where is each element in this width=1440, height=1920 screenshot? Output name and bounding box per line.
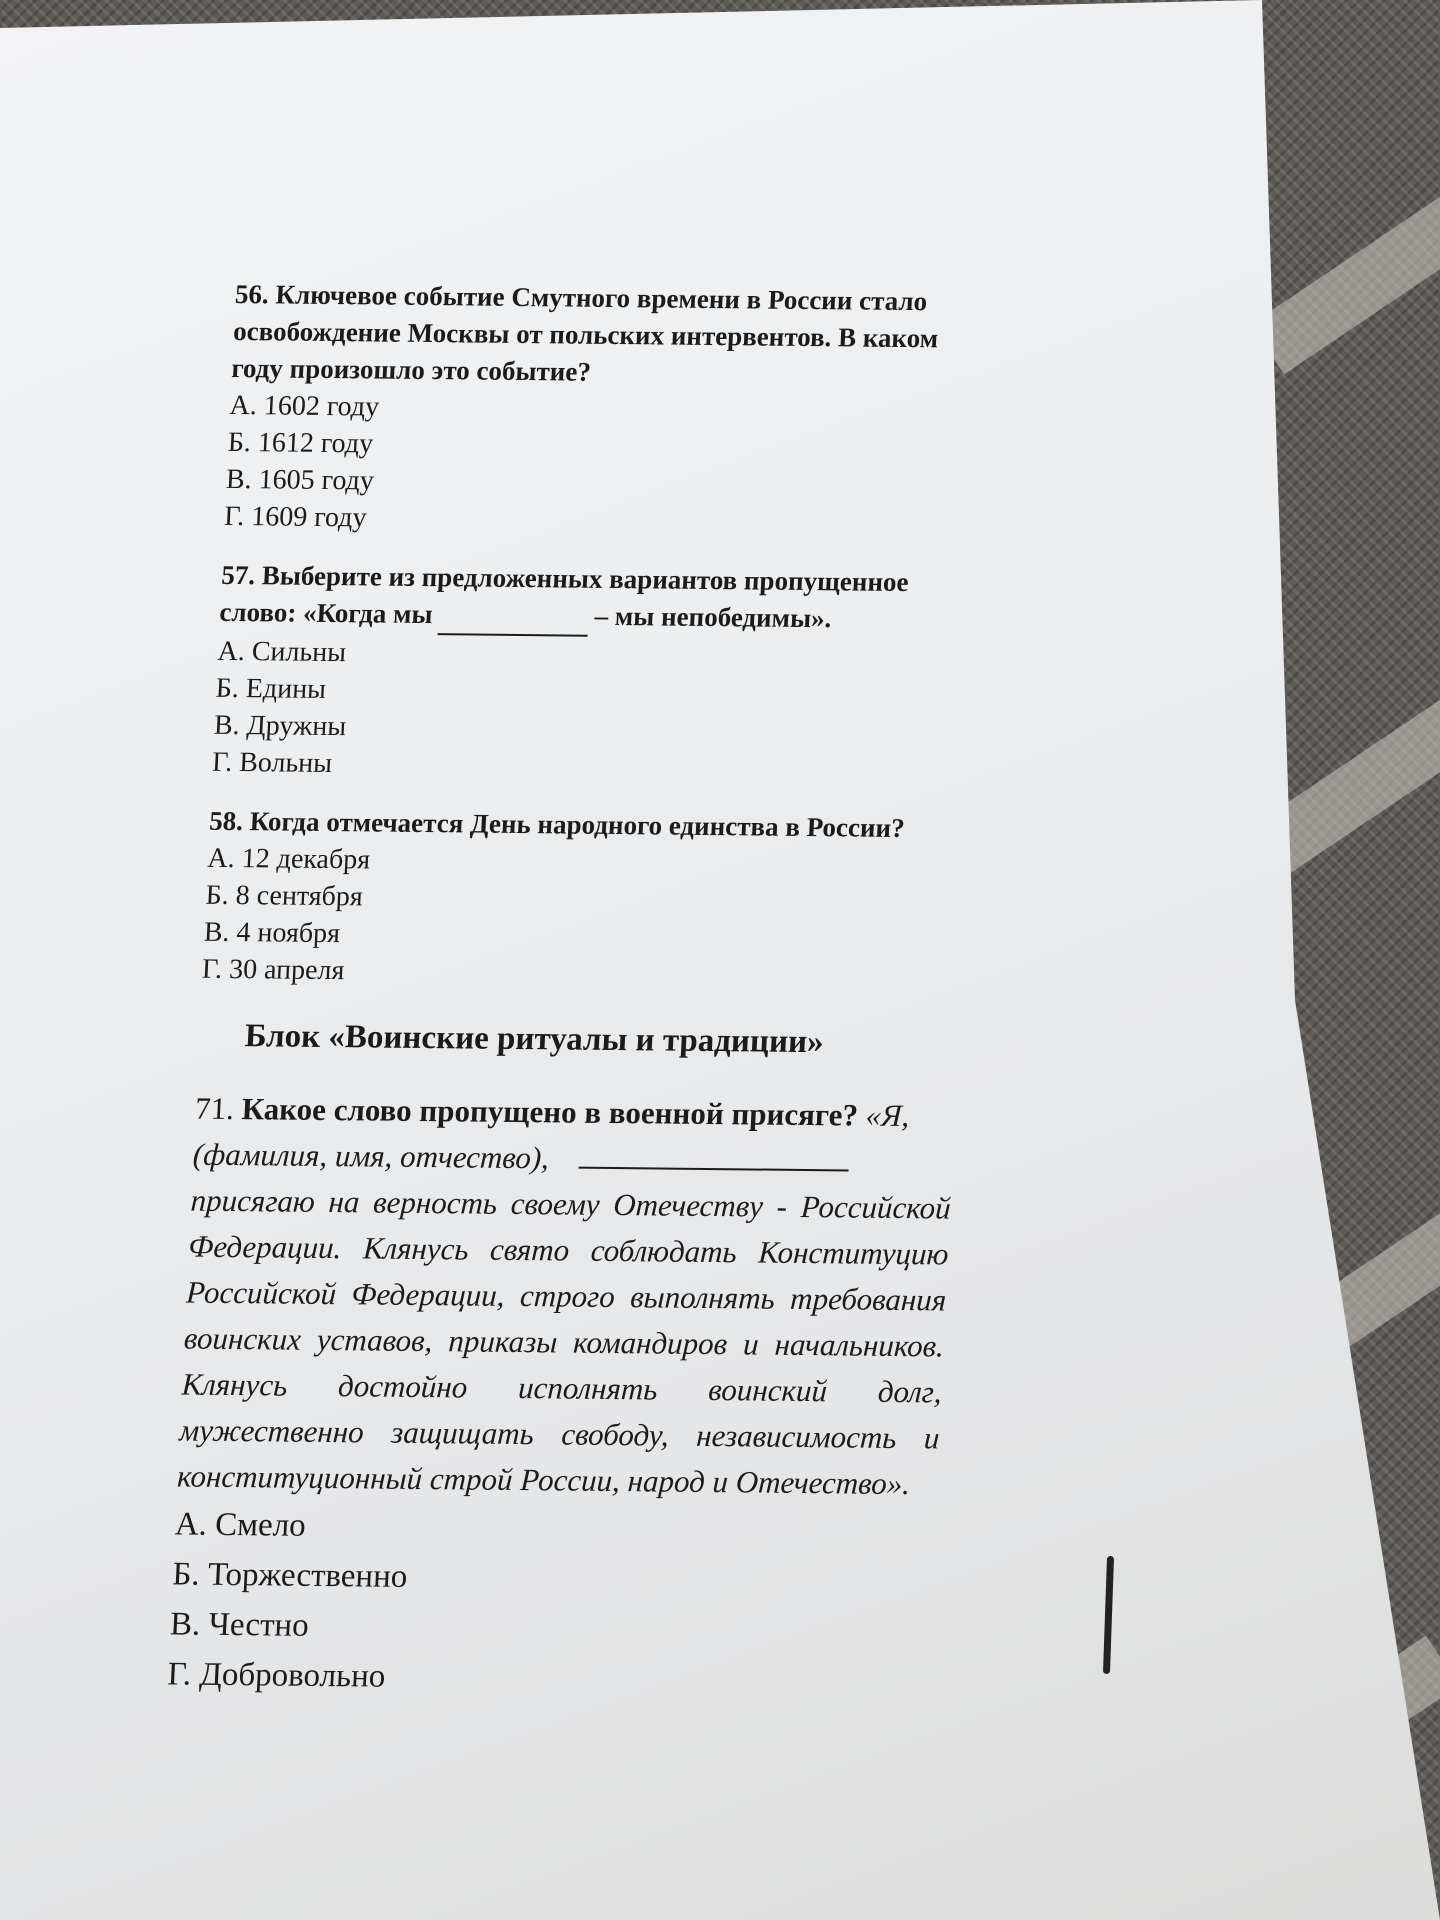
answer-option: В. Дружны xyxy=(213,709,347,743)
answer-option: В. 1605 году xyxy=(225,463,375,497)
answer-option: Г. Добровольно xyxy=(166,1656,387,1695)
answer-option: А. 1602 году xyxy=(228,389,380,423)
answer-option: А. 12 декабря xyxy=(206,842,371,876)
question-text: 58. Когда отмечается День народного единства в России? xyxy=(208,805,906,844)
question-number: 71. xyxy=(194,1090,235,1127)
answer-option: Г. 1609 году xyxy=(223,500,368,534)
question-text xyxy=(219,557,983,641)
question-text: 56. Ключевое событие Смутного времени в России стало освобождение Москвы от польских интервентов. В каком году произошло это событие? xyxy=(230,278,939,387)
document-content xyxy=(165,276,996,1729)
answer-option: Б. Едины xyxy=(215,672,327,705)
answer-option: Б. 1612 году xyxy=(227,426,374,460)
oath-start: «Я, (фамилия, имя, отчество), xyxy=(192,1097,911,1176)
answer-option: А. Сильны xyxy=(216,635,347,669)
answer-blank xyxy=(579,1166,849,1172)
question-71 xyxy=(166,1086,956,1708)
block-title: Блок «Воинские ритуалы и традиции» xyxy=(243,1018,825,1061)
answer-blank xyxy=(438,596,590,637)
question-text xyxy=(192,1086,956,1186)
answer-option: Б. 8 сентября xyxy=(204,879,364,913)
answer-option: В. Честно xyxy=(169,1606,310,1644)
answer-option: Б. Торжественно xyxy=(171,1556,409,1595)
question-58 xyxy=(201,803,970,996)
question-56 xyxy=(223,276,996,543)
answer-option: Г. 30 апреля xyxy=(201,953,346,987)
question-57 xyxy=(211,557,982,789)
answer-option: Г. Вольны xyxy=(211,746,333,780)
answer-option: А. Смело xyxy=(174,1506,307,1544)
oath-text: присягаю на верность своему Отечеству - Российской Федерации. Клянусь свято соблюдать Конституцию Российской Федерации, строго выполнять требования воинских уставов, приказы командиров и начальников. Клянусь достойно исполнять воинский долг, мужественно защищать свободу, независимость и конституционный строй России, народ и Отечество». xyxy=(176,1182,952,1502)
answer-option: В. 4 ноября xyxy=(203,916,341,950)
question-text-after: – мы непобедимы». xyxy=(593,600,833,634)
question-text-before: 57. Выберите из предложенных вариантов пропущенное слово: «Когда мы xyxy=(218,559,910,630)
background-stripe xyxy=(1251,146,1440,375)
question-lead: Какое слово пропущено в военной присяге? xyxy=(240,1091,859,1133)
